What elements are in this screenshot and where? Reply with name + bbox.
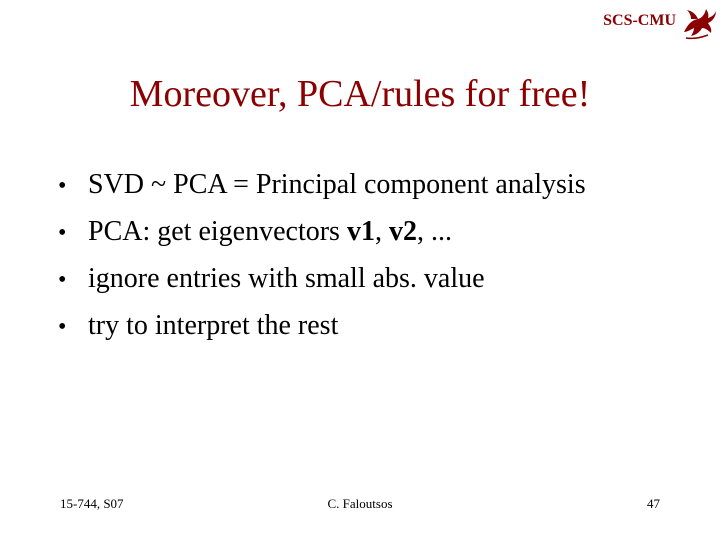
- bullet-marker: •: [58, 220, 67, 246]
- bullet-text-bold: v2: [388, 216, 417, 247]
- bullet-text-bold: v1: [346, 216, 375, 247]
- bullet-item: [58, 209, 586, 256]
- bullet-text: [88, 209, 452, 255]
- bullet-text: [88, 303, 338, 349]
- bullet-item: [58, 256, 586, 303]
- bullet-marker: •: [58, 314, 67, 340]
- footer-author: C. Faloutsos: [327, 496, 393, 511]
- footer-course: 15-744, S07: [60, 496, 124, 511]
- bullet-text: [88, 162, 586, 208]
- bullet-item: [58, 162, 586, 209]
- bullet-text-part: PCA: get eigenvectors: [88, 216, 347, 247]
- bullet-text-part: try to interpret the rest: [88, 310, 339, 341]
- bullet-list: [58, 162, 586, 350]
- bullet-text-part: , ...: [416, 216, 452, 247]
- bullet-text-part: ignore entries with small abs. value: [88, 263, 485, 294]
- bullet-text: [88, 256, 485, 302]
- bullet-marker: •: [58, 173, 67, 199]
- footer-page-number: 47: [647, 496, 660, 511]
- bullet-marker: •: [58, 267, 67, 293]
- bullet-text-part: ,: [374, 216, 389, 247]
- bullet-item: [58, 303, 586, 350]
- organization-label: SCS-CMU: [603, 12, 676, 29]
- bullet-text-part: SVD ~ PCA = Principal component analysis: [88, 169, 586, 200]
- dragon-logo-icon: [678, 2, 718, 42]
- slide-title: Moreover, PCA/rules for free!: [129, 73, 591, 115]
